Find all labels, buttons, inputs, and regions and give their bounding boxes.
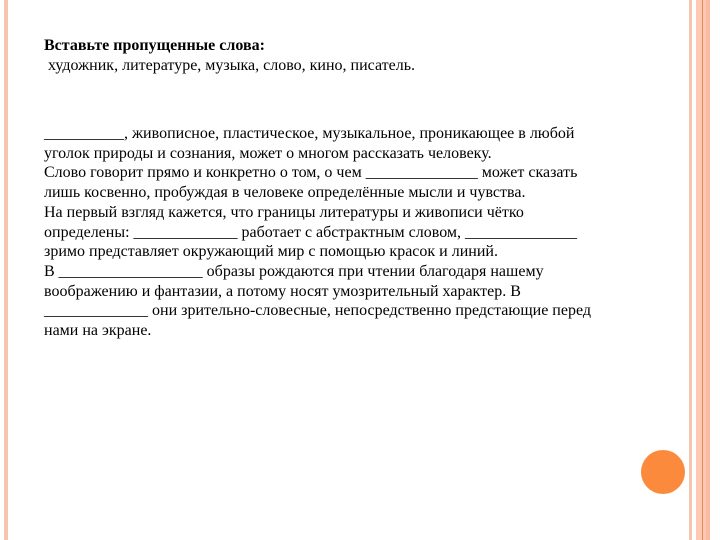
right-border-band-edge	[706, 0, 710, 540]
text-line: нами на экране.	[44, 322, 152, 340]
text-line: зримо представляет окружающий мир с помощью красок и линий.	[44, 243, 498, 261]
word-bank: художник, литературе, музыка, слово, кино, писатель.	[48, 57, 416, 74]
text-line: В __________________ образы рождаются при чтении благодаря нашему	[44, 262, 544, 280]
text-line: На первый взгляд кажется, что границы литературы и живописи чётко	[44, 203, 524, 221]
decorative-orange-circle	[641, 450, 685, 494]
left-border-line	[4, 0, 8, 540]
slide-header	[44, 36, 684, 76]
text-line: Слово говорит прямо и конкретно о том, о чем ______________ может сказать	[44, 164, 578, 182]
right-border-thin-line	[689, 0, 692, 540]
slide-title: Вставьте пропущенные слова:	[44, 37, 265, 54]
exercise-text	[44, 124, 684, 341]
text-line: _____________ они зрительно-словесные, непосредственно предстающие перед	[44, 302, 591, 320]
text-line: воображению и фантазии, а потому носят умозрительный характер. В	[44, 282, 521, 300]
right-border-accent-line	[702, 0, 703, 540]
text-line: лишь косвенно, пробуждая в человеке определённые мысли и чувства.	[44, 184, 526, 202]
text-line: __________, живописное, пластическое, музыкальное, проникающее в любой	[44, 125, 575, 142]
text-line: уголок природы и сознания, может о многом рассказать человеку.	[44, 144, 492, 162]
text-line: определены: _____________ работает с абстрактным словом, ______________	[44, 223, 578, 241]
